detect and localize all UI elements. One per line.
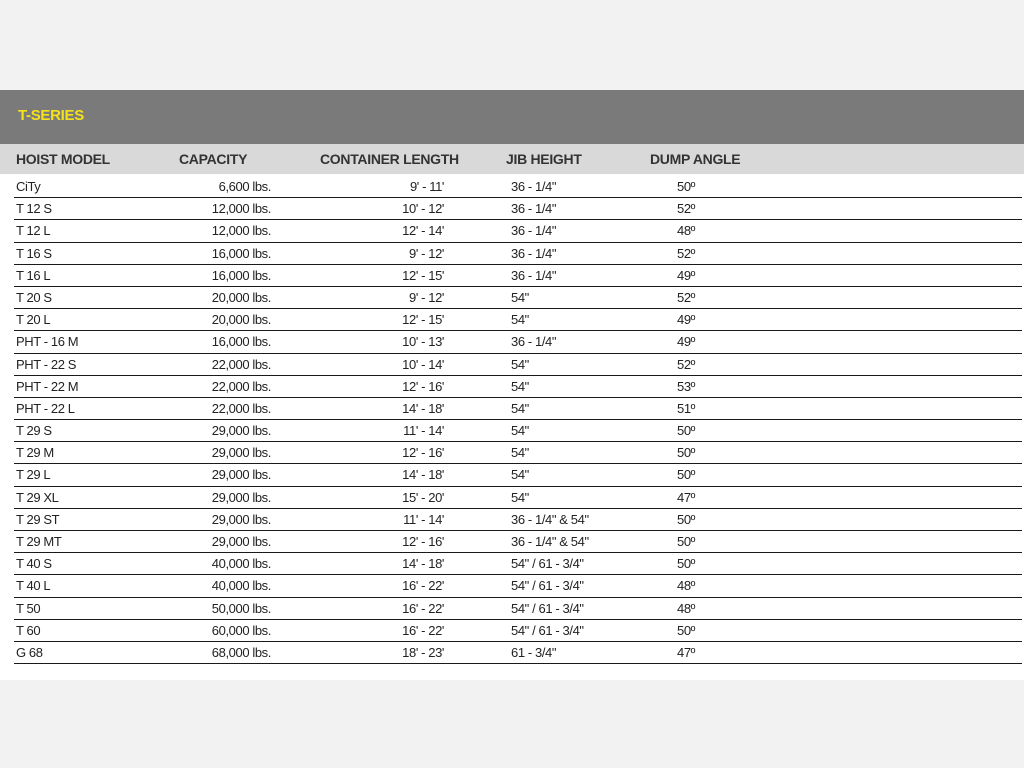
- cell-hoist-model: T 12 L: [16, 223, 51, 239]
- cell-dump-angle: 49º: [677, 312, 696, 328]
- table-row: [14, 376, 1022, 398]
- cell-container-length: 12' - 15': [402, 312, 444, 328]
- cell-hoist-model: T 60: [16, 622, 41, 638]
- cell-jib-height: 54": [511, 312, 529, 328]
- cell-capacity: 29,000 lbs.: [211, 511, 271, 527]
- cell-dump-angle: 52º: [677, 201, 696, 217]
- cell-jib-height: 54": [511, 423, 529, 439]
- cell-jib-height: 36 - 1/4" & 54": [511, 534, 589, 549]
- cell-hoist-model: T 50: [16, 600, 41, 616]
- cell-capacity: 12,000 lbs.: [211, 223, 271, 239]
- cell-dump-angle: 50º: [677, 556, 696, 572]
- cell-hoist-model: T 40 L: [16, 578, 51, 594]
- cell-capacity: 12,000 lbs.: [211, 201, 271, 217]
- spec-sheet: [0, 90, 1024, 680]
- cell-capacity: 29,000 lbs.: [211, 489, 271, 505]
- cell-dump-angle: 49º: [677, 267, 696, 283]
- table-header: [0, 144, 1024, 174]
- cell-jib-height: 36 - 1/4": [511, 245, 557, 261]
- cell-hoist-model: T 29 MT: [16, 534, 62, 549]
- cell-dump-angle: 48º: [677, 223, 696, 239]
- cell-container-length: 9' - 12': [408, 289, 444, 305]
- cell-capacity: 60,000 lbs.: [211, 622, 271, 638]
- table-row: [14, 509, 1022, 531]
- cell-capacity: 29,000 lbs.: [211, 467, 271, 483]
- cell-dump-angle: 50º: [677, 179, 696, 194]
- header-hoist-model: HOIST MODEL: [16, 151, 110, 167]
- cell-container-length: 15' - 20': [402, 489, 444, 505]
- cell-jib-height: 54" / 61 - 3/4": [511, 578, 584, 594]
- table-row: [14, 309, 1022, 331]
- cell-jib-height: 36 - 1/4": [511, 223, 557, 239]
- cell-hoist-model: T 29 ST: [16, 511, 60, 527]
- table-row: [14, 620, 1022, 642]
- cell-jib-height: 36 - 1/4": [511, 267, 557, 283]
- cell-dump-angle: 50º: [677, 445, 696, 461]
- cell-capacity: 68,000 lbs.: [211, 644, 271, 660]
- cell-jib-height: 54" / 61 - 3/4": [511, 622, 584, 638]
- table-row: [14, 398, 1022, 420]
- table-row: [14, 354, 1022, 376]
- cell-container-length: 14' - 18': [402, 556, 444, 572]
- cell-hoist-model: G 68: [16, 644, 43, 660]
- cell-dump-angle: 47º: [677, 489, 696, 505]
- cell-container-length: 14' - 18': [402, 467, 444, 483]
- cell-dump-angle: 50º: [677, 467, 696, 483]
- cell-container-length: 10' - 13': [402, 334, 444, 350]
- cell-hoist-model: T 29 S: [16, 423, 52, 439]
- table-row: [14, 575, 1022, 597]
- table-body: [0, 176, 1024, 664]
- cell-dump-angle: 49º: [677, 334, 696, 350]
- cell-container-length: 12' - 16': [402, 445, 444, 461]
- cell-capacity: 16,000 lbs.: [211, 267, 271, 283]
- cell-dump-angle: 51º: [677, 400, 696, 416]
- cell-container-length: 12' - 16': [402, 534, 444, 549]
- cell-jib-height: 54" / 61 - 3/4": [511, 556, 584, 572]
- cell-dump-angle: 50º: [677, 423, 696, 439]
- cell-hoist-model: T 29 M: [16, 445, 54, 461]
- table-row: [14, 464, 1022, 486]
- cell-jib-height: 54": [511, 467, 529, 483]
- cell-dump-angle: 52º: [677, 289, 696, 305]
- table-row: [14, 420, 1022, 442]
- header-dump-angle: DUMP ANGLE: [650, 151, 741, 167]
- cell-jib-height: 54": [511, 356, 529, 372]
- cell-hoist-model: CiTy: [16, 179, 41, 194]
- cell-capacity: 16,000 lbs.: [211, 245, 271, 261]
- cell-jib-height: 54": [511, 445, 529, 461]
- cell-capacity: 20,000 lbs.: [211, 289, 271, 305]
- cell-container-length: 16' - 22': [402, 600, 444, 616]
- cell-capacity: 40,000 lbs.: [211, 556, 271, 572]
- cell-jib-height: 54": [511, 489, 529, 505]
- cell-jib-height: 36 - 1/4": [511, 179, 557, 194]
- cell-capacity: 29,000 lbs.: [211, 423, 271, 439]
- header-capacity: CAPACITY: [179, 151, 248, 167]
- table-row: [14, 220, 1022, 242]
- cell-hoist-model: PHT - 22 M: [16, 378, 79, 394]
- cell-dump-angle: 50º: [677, 622, 696, 638]
- cell-capacity: 22,000 lbs.: [211, 356, 271, 372]
- table-row: [14, 287, 1022, 309]
- cell-jib-height: 54": [511, 400, 529, 416]
- table-row: [14, 265, 1022, 287]
- cell-hoist-model: T 12 S: [16, 201, 52, 217]
- header-container-length: CONTAINER LENGTH: [320, 151, 459, 167]
- table-row: [14, 531, 1022, 553]
- cell-container-length: 9' - 11': [409, 179, 444, 194]
- cell-dump-angle: 47º: [677, 644, 696, 660]
- table-row: [14, 243, 1022, 265]
- table-row: [14, 442, 1022, 464]
- cell-container-length: 14' - 18': [402, 400, 444, 416]
- cell-hoist-model: T 29 XL: [16, 489, 59, 505]
- cell-dump-angle: 53º: [677, 378, 696, 394]
- cell-hoist-model: T 40 S: [16, 556, 52, 572]
- cell-hoist-model: T 29 L: [16, 467, 51, 483]
- cell-capacity: 29,000 lbs.: [211, 445, 271, 461]
- cell-container-length: 18' - 23': [402, 644, 444, 660]
- cell-container-length: 11' - 14': [403, 511, 444, 527]
- cell-dump-angle: 52º: [677, 245, 696, 261]
- cell-dump-angle: 50º: [677, 511, 696, 527]
- table-row: [14, 198, 1022, 220]
- cell-jib-height: 61 - 3/4": [511, 644, 557, 660]
- cell-dump-angle: 48º: [677, 578, 696, 594]
- cell-hoist-model: T 16 L: [16, 267, 51, 283]
- table-row: [14, 176, 1022, 198]
- cell-container-length: 11' - 14': [403, 423, 444, 439]
- table-row: [14, 642, 1022, 664]
- cell-capacity: 6,600 lbs.: [218, 179, 271, 194]
- title-bar: [0, 90, 1024, 144]
- cell-container-length: 12' - 16': [402, 378, 444, 394]
- cell-hoist-model: PHT - 22 S: [16, 356, 77, 372]
- header-jib-height: JIB HEIGHT: [506, 151, 582, 167]
- cell-jib-height: 54": [511, 289, 529, 305]
- cell-container-length: 16' - 22': [402, 578, 444, 594]
- cell-jib-height: 36 - 1/4": [511, 201, 557, 217]
- cell-dump-angle: 50º: [677, 534, 696, 549]
- cell-jib-height: 36 - 1/4" & 54": [511, 511, 589, 527]
- cell-capacity: 22,000 lbs.: [211, 400, 271, 416]
- cell-capacity: 50,000 lbs.: [211, 600, 271, 616]
- cell-hoist-model: T 20 S: [16, 289, 52, 305]
- cell-hoist-model: T 20 L: [16, 312, 51, 328]
- cell-capacity: 20,000 lbs.: [211, 312, 271, 328]
- cell-container-length: 12' - 15': [402, 267, 444, 283]
- cell-jib-height: 54": [511, 378, 529, 394]
- cell-capacity: 22,000 lbs.: [211, 378, 271, 394]
- cell-jib-height: 54" / 61 - 3/4": [511, 600, 584, 616]
- cell-hoist-model: T 16 S: [16, 245, 52, 261]
- table-row: [14, 553, 1022, 575]
- cell-hoist-model: PHT - 22 L: [16, 400, 75, 416]
- table-row: [14, 598, 1022, 620]
- cell-container-length: 10' - 14': [402, 356, 444, 372]
- cell-hoist-model: PHT - 16 M: [16, 334, 79, 350]
- cell-container-length: 9' - 12': [408, 245, 444, 261]
- cell-capacity: 40,000 lbs.: [211, 578, 271, 594]
- cell-container-length: 12' - 14': [402, 223, 444, 239]
- cell-dump-angle: 48º: [677, 600, 696, 616]
- series-title: T-SERIES: [18, 107, 84, 124]
- cell-jib-height: 36 - 1/4": [511, 334, 557, 350]
- table-row: [14, 331, 1022, 353]
- cell-container-length: 10' - 12': [402, 201, 444, 217]
- cell-dump-angle: 52º: [677, 356, 696, 372]
- cell-capacity: 16,000 lbs.: [211, 334, 271, 350]
- table-row: [14, 487, 1022, 509]
- cell-capacity: 29,000 lbs.: [211, 534, 271, 549]
- cell-container-length: 16' - 22': [402, 622, 444, 638]
